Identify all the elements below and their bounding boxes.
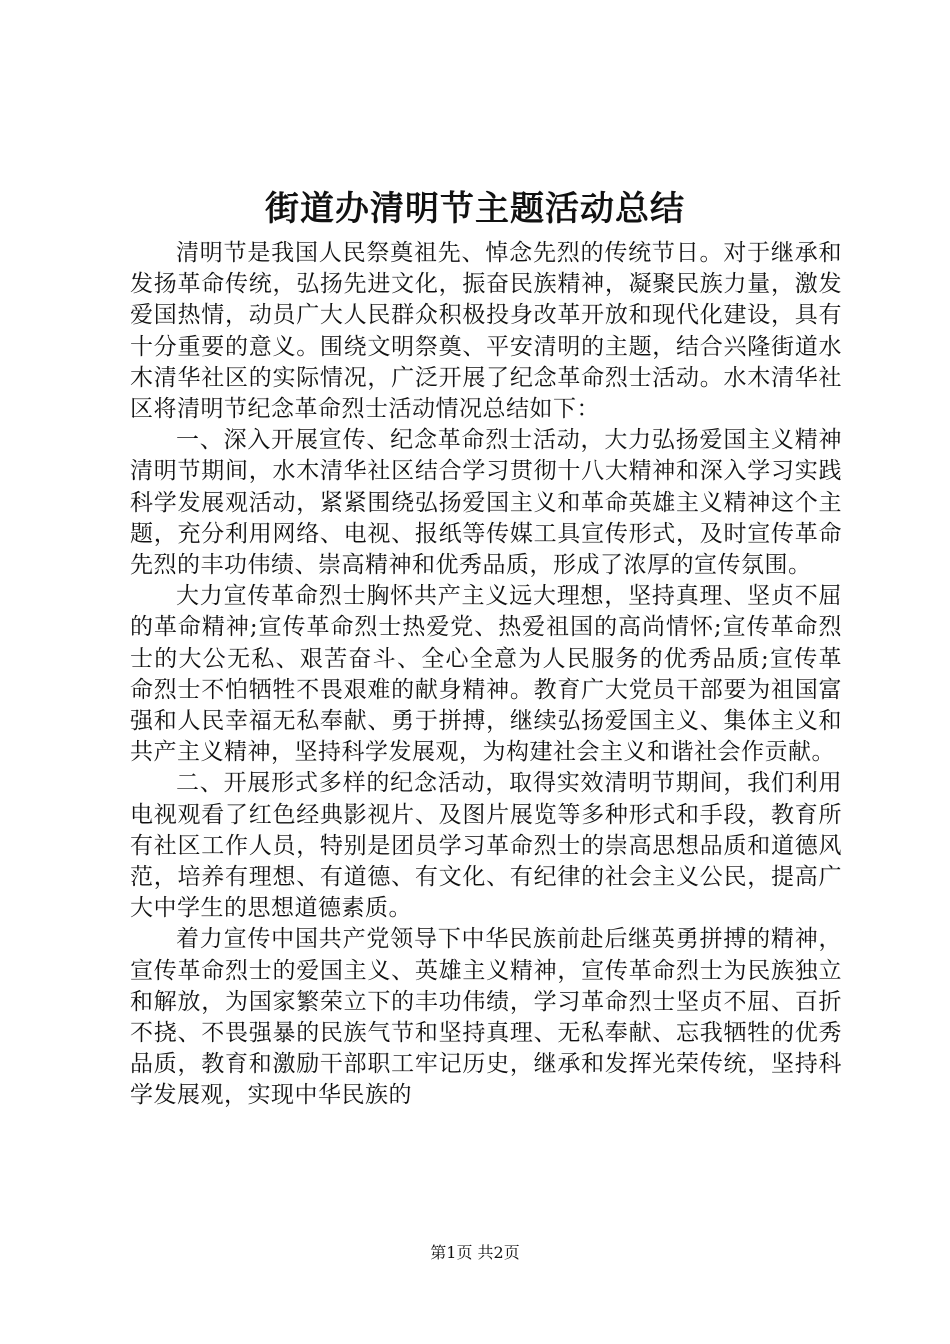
body-paragraph: 一、深入开展宣传、纪念革命烈士活动，大力弘扬爱国主义精神清明节期间，水木清华社区结合学习贯彻十八大精神和深入学习实践科学发展观活动，紧紧围绕弘扬爱国主义和革命英雄主义精神这个主题，充分利用网络、电视、报纸等传媒工具宣传形式，及时宣传革命先烈的丰功伟绩、崇高精神和优秀品质，形成了浓厚的宣传氛围。 [130, 427, 842, 579]
document-title: 街道办清明节主题活动总结 [265, 189, 685, 229]
body-paragraph: 清明节是我国人民祭奠祖先、悼念先烈的传统节日。对于继承和发扬革命传统，弘扬先进文化，振奋民族精神，凝聚民族力量，激发爱国热情，动员广大人民群众积极投身改革开放和现代化建设，具有十分重要的意义。围绕文明祭奠、平安清明的主题，结合兴隆街道水木清华社区的实际情况，广泛开展了纪念革命烈士活动。水木清华社区将清明节纪念革命烈士活动情况总结如下： [130, 240, 842, 423]
body-paragraph: 着力宣传中国共产党领导下中华民族前赴后继英勇拼搏的精神，宣传革命烈士的爱国主义、英雄主义精神，宣传革命烈士为民族独立和解放，为国家繁荣立下的丰功伟绩，学习革命烈士坚贞不屈、百折不挠、不畏强暴的民族气节和坚持真理、无私奉献、忘我牺牲的优秀品质，教育和激励干部职工牢记历史，继承和发挥光荣传统，坚持科学发展观，实现中华民族的 [130, 926, 842, 1109]
body-paragraph: 大力宣传革命烈士胸怀共产主义远大理想，坚持真理、坚贞不屈的革命精神;宣传革命烈士热爱党、热爱祖国的高尚情怀;宣传革命烈士的大公无私、艰苦奋斗、全心全意为人民服务的优秀品质;宣传革命烈士不怕牺牲不畏艰难的献身精神。教育广大党员干部要为祖国富强和人民幸福无私奉献、勇于拼搏，继续弘扬爱国主义、集体主义和共产主义精神，坚持科学发展观，为构建社会主义和谐社会作贡献。 [130, 583, 842, 766]
body-paragraph: 二、开展形式多样的纪念活动，取得实效清明节期间，我们利用电视观看了红色经典影视片、及图片展览等多种形式和手段，教育所有社区工作人员，特别是团员学习革命烈士的崇高思想品质和道德风范，培养有理想、有道德、有文化、有纪律的社会主义公民，提高广大中学生的思想道德素质。 [130, 770, 842, 922]
page-number-footer: 第1页 共2页 [430, 1243, 520, 1262]
document-body [130, 238, 842, 1112]
